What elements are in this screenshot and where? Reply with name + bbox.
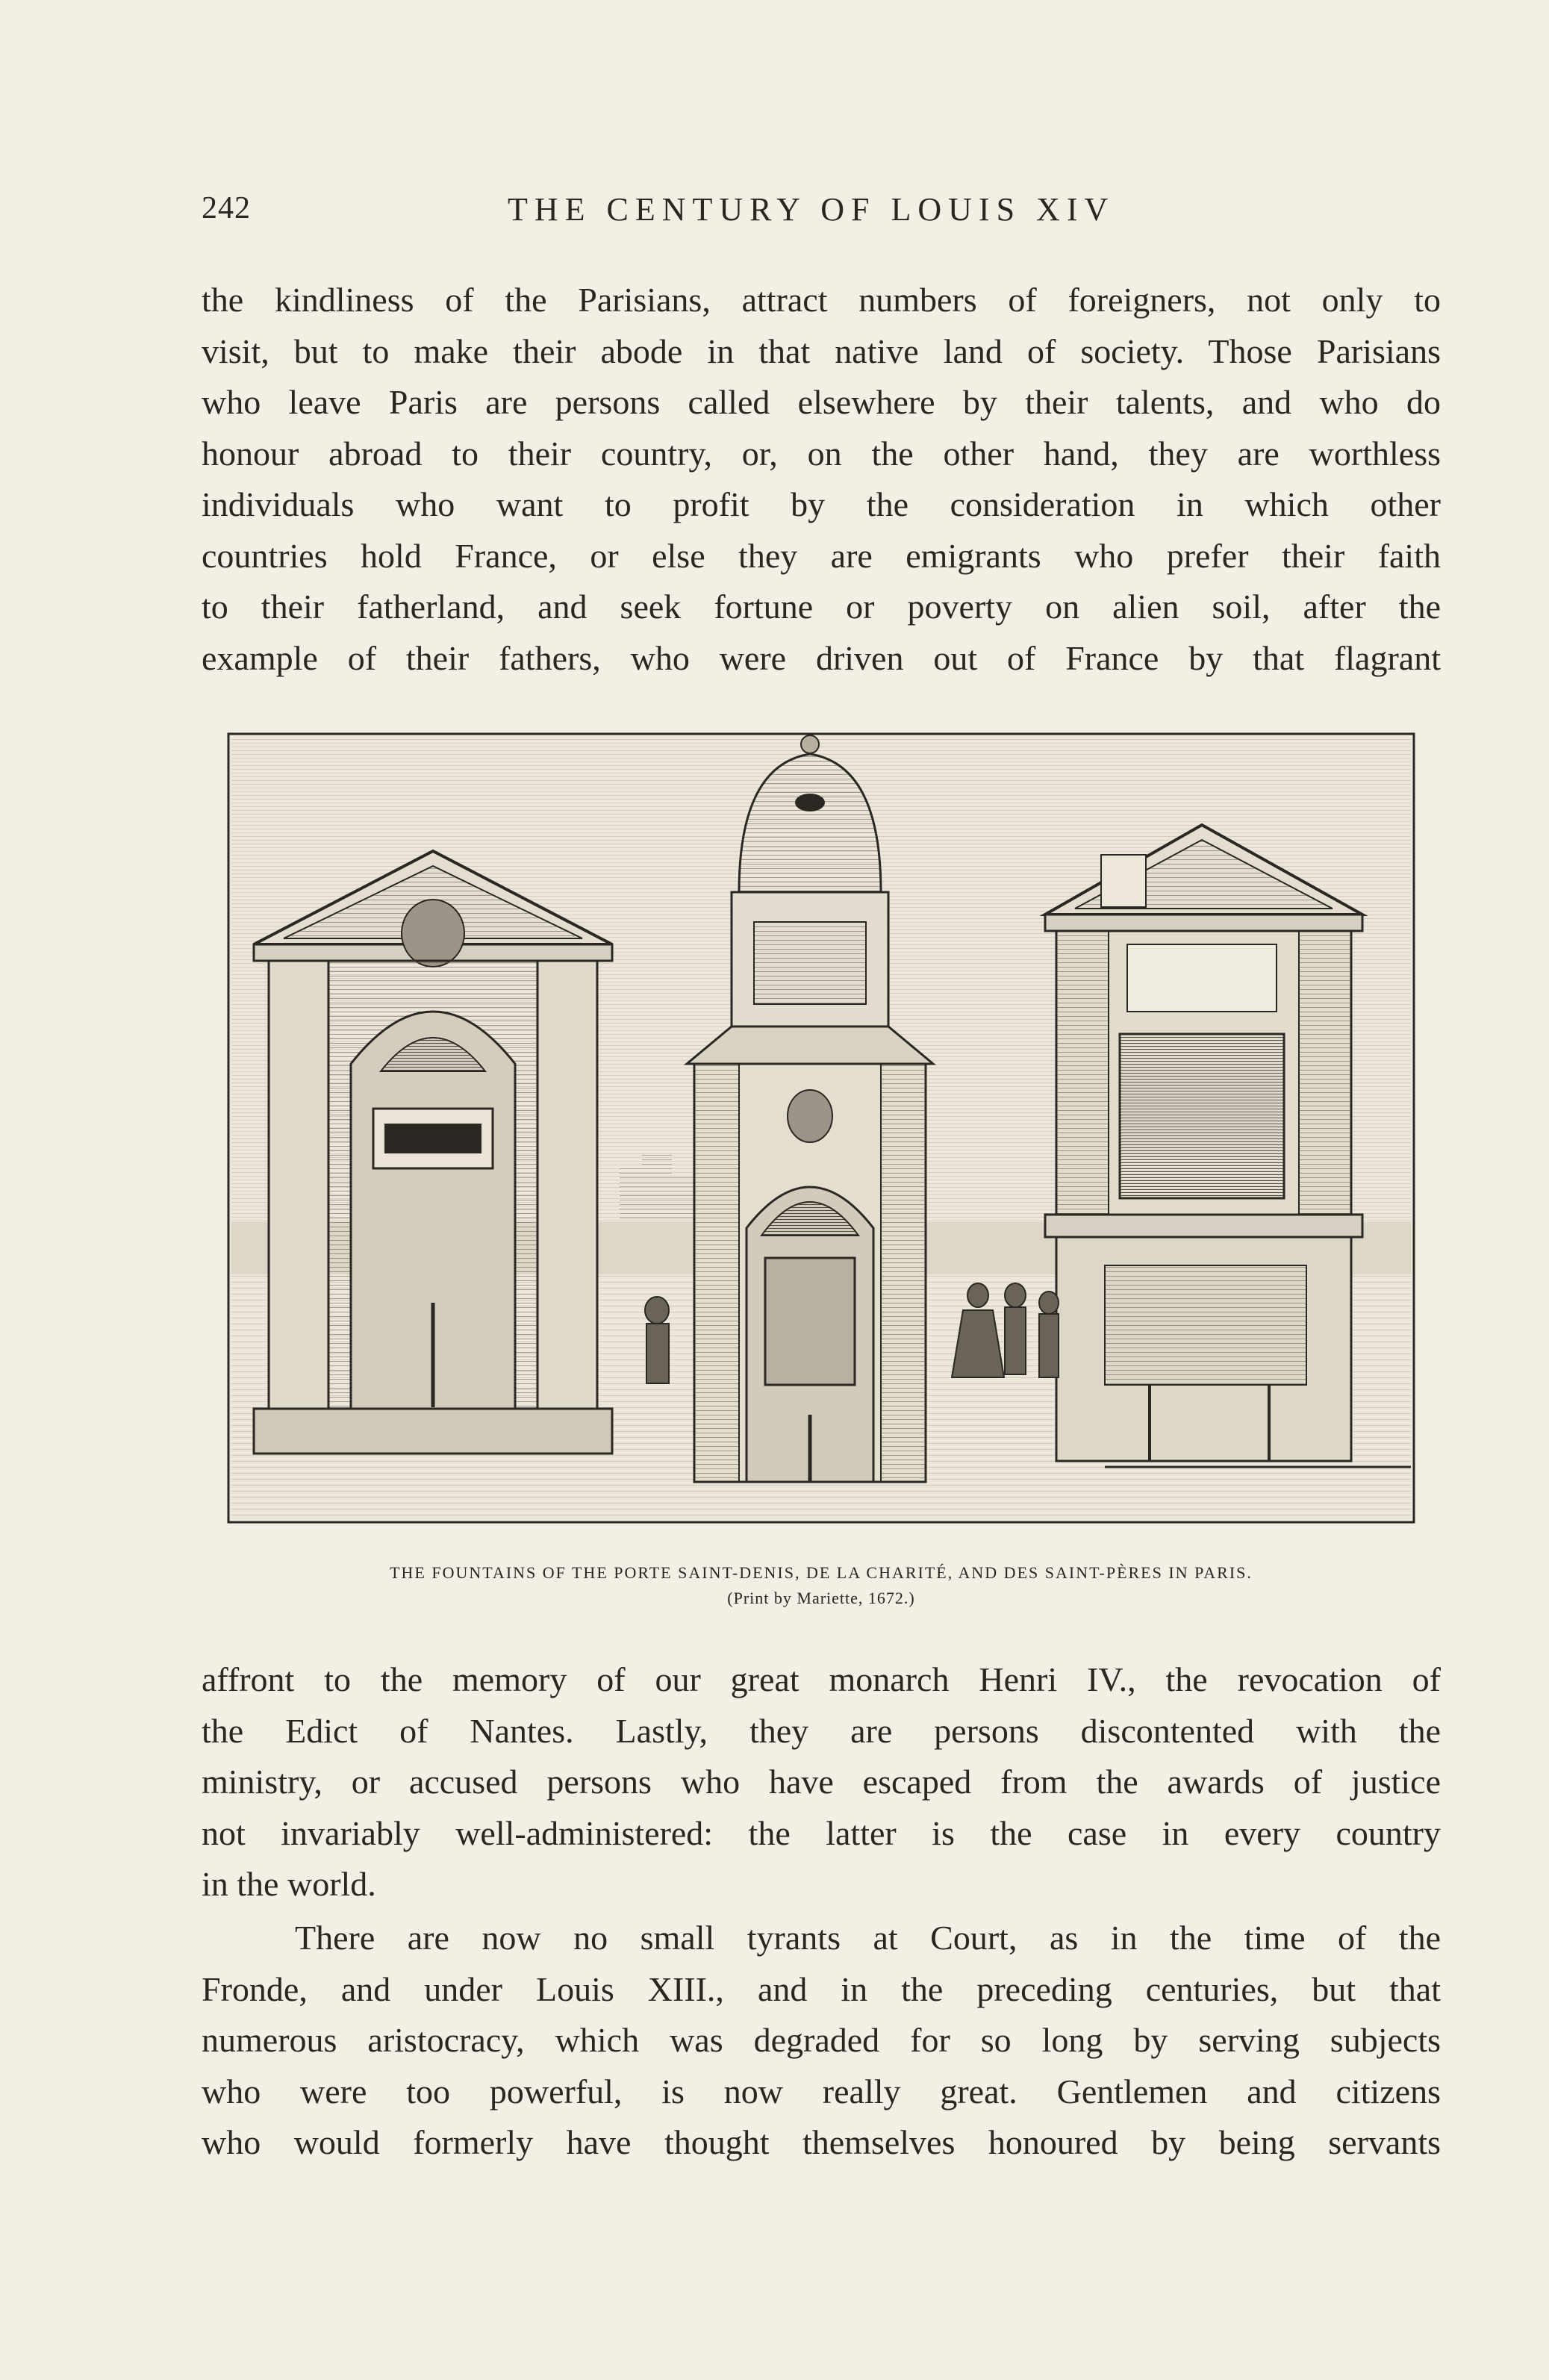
paragraph-middle (202, 1654, 1441, 1910)
text-line: There are now no small tyrants at Court, as in the time of the (295, 1919, 1441, 1957)
text-line: example of their fathers, who were driven out of France by that flagrant (202, 638, 1441, 677)
paragraph-top (202, 275, 1441, 684)
text-line: who would formerly have thought themselves honoured by being servants (202, 2123, 1441, 2161)
text-line: in the world. (202, 1865, 376, 1903)
engraving-illustration (224, 720, 1418, 1527)
text-line: who were too powerful, is now really great. Gentlemen and citizens (202, 2072, 1441, 2110)
page-number: 242 (202, 191, 251, 225)
text-line: visit, but to make their abode in that native land of society. Those Parisians (202, 331, 1441, 370)
text-line: countries hold France, or else they are emigrants who prefer their faith (202, 536, 1441, 575)
figure-caption: THE FOUNTAINS OF THE PORTE SAINT-DENIS, DE LA CHARITÉ, AND DES SAINT-PÈRES IN PARIS. (390, 1563, 1253, 1582)
text-line: individuals who want to profit by the consideration in which other (202, 485, 1441, 523)
text-line: ministry, or accused persons who have escaped from the awards of justice (202, 1763, 1441, 1801)
text-line: to their fatherland, and seek fortune or poverty on alien soil, after the (202, 588, 1441, 626)
text-line: numerous aristocracy, which was degraded for so long by serving subjects (202, 2021, 1441, 2059)
figure-credit: (Print by Mariette, 1672.) (727, 1589, 915, 1607)
paragraph-bottom (202, 1913, 1441, 2169)
text-line: not invariably well-administered: the latter is the case in every country (202, 1813, 1441, 1852)
text-line: honour abroad to their country, or, on the other hand, they are worthless (202, 434, 1441, 473)
text-line: the kindliness of the Parisians, attract numbers of foreigners, not only to (202, 281, 1441, 319)
left-fountain (254, 851, 612, 1454)
running-title: THE CENTURY OF LOUIS XIV (508, 191, 1115, 228)
text-line: Fronde, and under Louis XIII., and in the preceding centuries, but that (202, 1969, 1441, 2008)
text-line: the Edict of Nantes. Lastly, they are persons discontented with the (202, 1711, 1441, 1750)
text-line: affront to the memory of our great monarch Henri IV., the revocation of (202, 1660, 1441, 1698)
text-line: who leave Paris are persons called elsewhere by their talents, and who do (202, 383, 1441, 421)
running-header (202, 190, 1441, 243)
